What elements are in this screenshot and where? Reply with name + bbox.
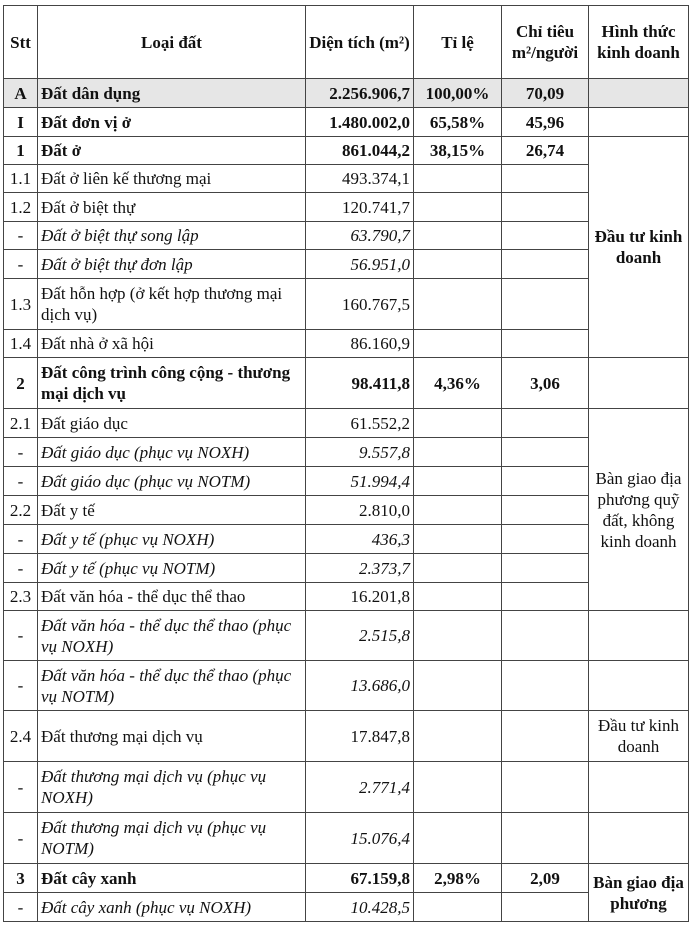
row-land-type: Đất ở biệt thự (38, 193, 306, 222)
row-business-form (589, 813, 689, 864)
row-ratio (414, 525, 502, 554)
row-ratio (414, 496, 502, 525)
table-row (4, 583, 689, 611)
row-area: 56.951,0 (306, 250, 414, 279)
row-stt: 1.4 (4, 330, 38, 358)
land-use-table (3, 5, 689, 922)
row-ratio (414, 409, 502, 438)
row-ratio (414, 893, 502, 922)
row-stt: - (4, 250, 38, 279)
row-land-type: Đất cây xanh (phục vụ NOXH) (38, 893, 306, 922)
row-business-form (589, 358, 689, 409)
table-row (4, 467, 689, 496)
row-land-type: Đất dân dụng (38, 79, 306, 108)
row-area: 1.480.002,0 (306, 108, 414, 137)
row-land-type: Đất cây xanh (38, 864, 306, 893)
row-ratio: 2,98% (414, 864, 502, 893)
row-per-capita (502, 554, 589, 583)
row-stt: - (4, 893, 38, 922)
row-ratio (414, 762, 502, 813)
row-stt: 1.2 (4, 193, 38, 222)
row-ratio: 100,00% (414, 79, 502, 108)
row-stt: - (4, 438, 38, 467)
row-business-form (589, 108, 689, 137)
row-per-capita (502, 222, 589, 250)
row-area: 17.847,8 (306, 711, 414, 762)
row-area: 51.994,4 (306, 467, 414, 496)
row-area: 120.741,7 (306, 193, 414, 222)
row-ratio (414, 813, 502, 864)
table-row (4, 525, 689, 554)
row-stt: 1 (4, 137, 38, 165)
row-ratio (414, 279, 502, 330)
row-per-capita (502, 438, 589, 467)
row-ratio (414, 554, 502, 583)
header-area: Diện tích (m²) (306, 6, 414, 79)
row-ratio (414, 711, 502, 762)
row-ratio: 38,15% (414, 137, 502, 165)
table-row (4, 661, 689, 711)
row-land-type: Đất thương mại dịch vụ (38, 711, 306, 762)
table-row (4, 222, 689, 250)
table-row (4, 137, 689, 165)
table-row (4, 79, 689, 108)
row-area: 16.201,8 (306, 583, 414, 611)
business-invest-1: Đầu tư kinh doanh (589, 137, 689, 358)
row-stt: 2 (4, 358, 38, 409)
row-ratio: 65,58% (414, 108, 502, 137)
row-per-capita (502, 165, 589, 193)
row-per-capita: 3,06 (502, 358, 589, 409)
row-area: 86.160,9 (306, 330, 414, 358)
row-land-type: Đất ở biệt thự đơn lập (38, 250, 306, 279)
row-stt: A (4, 79, 38, 108)
row-area: 2.515,8 (306, 611, 414, 661)
row-land-type: Đất ở liên kế thương mại (38, 165, 306, 193)
row-area: 9.557,8 (306, 438, 414, 467)
row-area: 15.076,4 (306, 813, 414, 864)
row-land-type: Đất ở (38, 137, 306, 165)
row-area: 436,3 (306, 525, 414, 554)
row-ratio (414, 467, 502, 496)
row-per-capita (502, 330, 589, 358)
row-business-form (589, 762, 689, 813)
row-stt: - (4, 813, 38, 864)
row-stt: 2.1 (4, 409, 38, 438)
row-land-type: Đất đơn vị ở (38, 108, 306, 137)
row-stt: I (4, 108, 38, 137)
row-per-capita (502, 583, 589, 611)
row-stt: - (4, 222, 38, 250)
row-ratio (414, 165, 502, 193)
table-row (4, 165, 689, 193)
row-ratio (414, 611, 502, 661)
row-per-capita (502, 525, 589, 554)
row-area: 2.256.906,7 (306, 79, 414, 108)
row-per-capita (502, 813, 589, 864)
row-land-type: Đất giáo dục (38, 409, 306, 438)
table-header-row (4, 6, 689, 79)
row-ratio (414, 250, 502, 279)
row-per-capita: 26,74 (502, 137, 589, 165)
row-land-type: Đất y tế (phục vụ NOTM) (38, 554, 306, 583)
table-row (4, 711, 689, 762)
row-ratio (414, 222, 502, 250)
business-invest-2: Đầu tư kinh doanh (589, 711, 689, 762)
row-stt: - (4, 611, 38, 661)
row-land-type: Đất văn hóa - thể dục thể thao (38, 583, 306, 611)
row-area: 67.159,8 (306, 864, 414, 893)
table-row (4, 893, 689, 922)
table-row (4, 409, 689, 438)
row-per-capita (502, 467, 589, 496)
row-per-capita (502, 661, 589, 711)
row-area: 2.771,4 (306, 762, 414, 813)
row-stt: - (4, 762, 38, 813)
table-row (4, 330, 689, 358)
header-ratio: Tỉ lệ (414, 6, 502, 79)
row-per-capita: 45,96 (502, 108, 589, 137)
row-area: 63.790,7 (306, 222, 414, 250)
row-land-type: Đất thương mại dịch vụ (phục vụ NOXH) (38, 762, 306, 813)
row-per-capita (502, 409, 589, 438)
row-per-capita (502, 193, 589, 222)
business-handover-2: Bàn giao địa phương (589, 864, 689, 922)
row-per-capita (502, 893, 589, 922)
row-area: 861.044,2 (306, 137, 414, 165)
header-land-type: Loại đất (38, 6, 306, 79)
row-area: 10.428,5 (306, 893, 414, 922)
row-land-type: Đất thương mại dịch vụ (phục vụ NOTM) (38, 813, 306, 864)
row-area: 61.552,2 (306, 409, 414, 438)
row-stt: - (4, 661, 38, 711)
row-stt: 2.2 (4, 496, 38, 525)
row-land-type: Đất ở biệt thự song lập (38, 222, 306, 250)
row-land-type: Đất văn hóa - thể dục thể thao (phục vụ NOTM) (38, 661, 306, 711)
row-area: 2.810,0 (306, 496, 414, 525)
row-ratio (414, 661, 502, 711)
row-stt: 2.3 (4, 583, 38, 611)
table-row (4, 108, 689, 137)
row-land-type: Đất hỗn hợp (ở kết hợp thương mại dịch vụ) (38, 279, 306, 330)
table-row (4, 496, 689, 525)
row-per-capita (502, 762, 589, 813)
row-land-type: Đất giáo dục (phục vụ NOTM) (38, 467, 306, 496)
table-row (4, 864, 689, 893)
row-business-form (589, 611, 689, 661)
row-land-type: Đất y tế (38, 496, 306, 525)
row-ratio (414, 583, 502, 611)
row-area: 160.767,5 (306, 279, 414, 330)
table-row (4, 813, 689, 864)
row-land-type: Đất giáo dục (phục vụ NOXH) (38, 438, 306, 467)
row-stt: - (4, 467, 38, 496)
header-business-form: Hình thức kinh doanh (589, 6, 689, 79)
table-row (4, 193, 689, 222)
row-area: 13.686,0 (306, 661, 414, 711)
business-handover-1: Bàn giao địa phương quỹ đất, không kinh doanh (589, 409, 689, 611)
row-stt: 3 (4, 864, 38, 893)
row-per-capita (502, 611, 589, 661)
table-row (4, 762, 689, 813)
row-business-form (589, 79, 689, 108)
row-land-type: Đất y tế (phục vụ NOXH) (38, 525, 306, 554)
row-stt: - (4, 525, 38, 554)
row-per-capita (502, 279, 589, 330)
row-land-type: Đất văn hóa - thể dục thể thao (phục vụ NOXH) (38, 611, 306, 661)
row-stt: - (4, 554, 38, 583)
row-per-capita (502, 250, 589, 279)
row-stt: 1.1 (4, 165, 38, 193)
table-row (4, 438, 689, 467)
header-stt: Stt (4, 6, 38, 79)
row-per-capita: 70,09 (502, 79, 589, 108)
row-area: 2.373,7 (306, 554, 414, 583)
row-land-type: Đất công trình công cộng - thương mại dịch vụ (38, 358, 306, 409)
row-ratio (414, 330, 502, 358)
row-ratio (414, 438, 502, 467)
row-stt: 2.4 (4, 711, 38, 762)
row-land-type: Đất nhà ở xã hội (38, 330, 306, 358)
row-area: 98.411,8 (306, 358, 414, 409)
table-row (4, 279, 689, 330)
row-ratio (414, 193, 502, 222)
table-row (4, 554, 689, 583)
row-area: 493.374,1 (306, 165, 414, 193)
header-per-capita: Chỉ tiêu m²/người (502, 6, 589, 79)
row-per-capita (502, 496, 589, 525)
row-per-capita (502, 711, 589, 762)
row-ratio: 4,36% (414, 358, 502, 409)
table-row (4, 611, 689, 661)
table-row (4, 358, 689, 409)
row-stt: 1.3 (4, 279, 38, 330)
row-business-form (589, 661, 689, 711)
row-per-capita: 2,09 (502, 864, 589, 893)
table-row (4, 250, 689, 279)
